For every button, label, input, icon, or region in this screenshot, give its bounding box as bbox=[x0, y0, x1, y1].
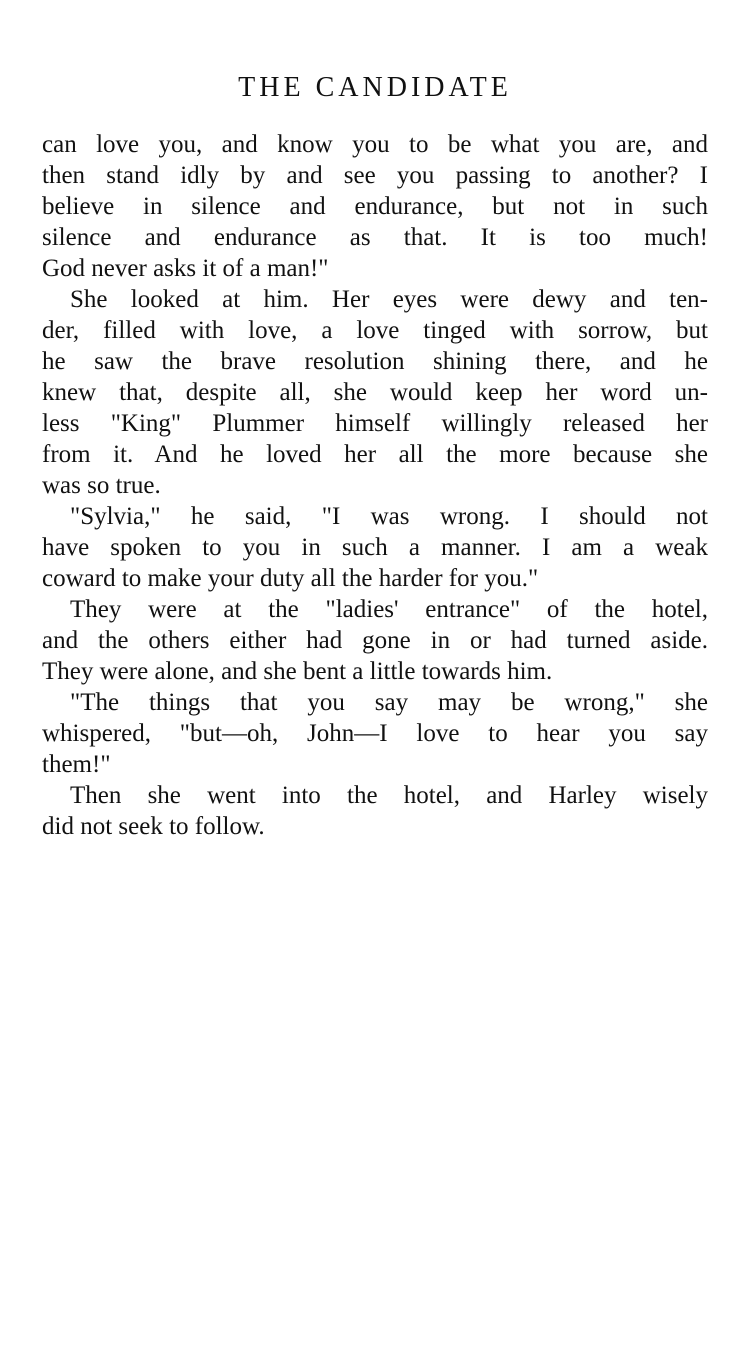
text-line: knew that, despite all, she would keep her word un- bbox=[42, 379, 708, 406]
text-line: then stand idly by and see you passing to another? I bbox=[42, 162, 708, 189]
text-line: der, filled with love, a love tinged with sorrow, but bbox=[42, 317, 708, 344]
body-text bbox=[42, 129, 708, 842]
text-line: can love you, and know you to be what you are, and bbox=[42, 131, 708, 158]
text-line: from it. And he loved her all the more because she bbox=[42, 441, 708, 468]
text-line: was so true. bbox=[42, 472, 161, 499]
text-line: They were at the "ladies' entrance" of the hotel, bbox=[70, 596, 708, 623]
text-line: and the others either had gone in or had turned aside. bbox=[42, 627, 708, 654]
text-line: have spoken to you in such a manner. I am a weak bbox=[42, 534, 708, 561]
text-line: Then she went into the hotel, and Harley wisely bbox=[70, 782, 708, 809]
text-line: believe in silence and endurance, but not in such bbox=[42, 193, 708, 220]
text-line: "Sylvia," he said, "I was wrong. I should not bbox=[70, 503, 708, 530]
text-line: coward to make your duty all the harder for you." bbox=[42, 565, 539, 592]
text-line: he saw the brave resolution shining there, and he bbox=[42, 348, 708, 375]
text-line: God never asks it of a man!" bbox=[42, 255, 329, 282]
text-line: They were alone, and she bent a little towards him. bbox=[42, 658, 553, 685]
text-line: less "King" Plummer himself willingly released her bbox=[42, 410, 708, 437]
text-line: "The things that you say may be wrong," she bbox=[70, 689, 708, 716]
text-line: whispered, "but—oh, John—I love to hear you say bbox=[42, 720, 708, 747]
running-head: THE CANDIDATE bbox=[238, 72, 512, 103]
text-line: them!" bbox=[42, 751, 111, 778]
text-line: did not seek to follow. bbox=[42, 813, 265, 840]
text-line: silence and endurance as that. It is too much! bbox=[42, 224, 708, 251]
text-line: She looked at him. Her eyes were dewy and ten- bbox=[70, 286, 708, 313]
